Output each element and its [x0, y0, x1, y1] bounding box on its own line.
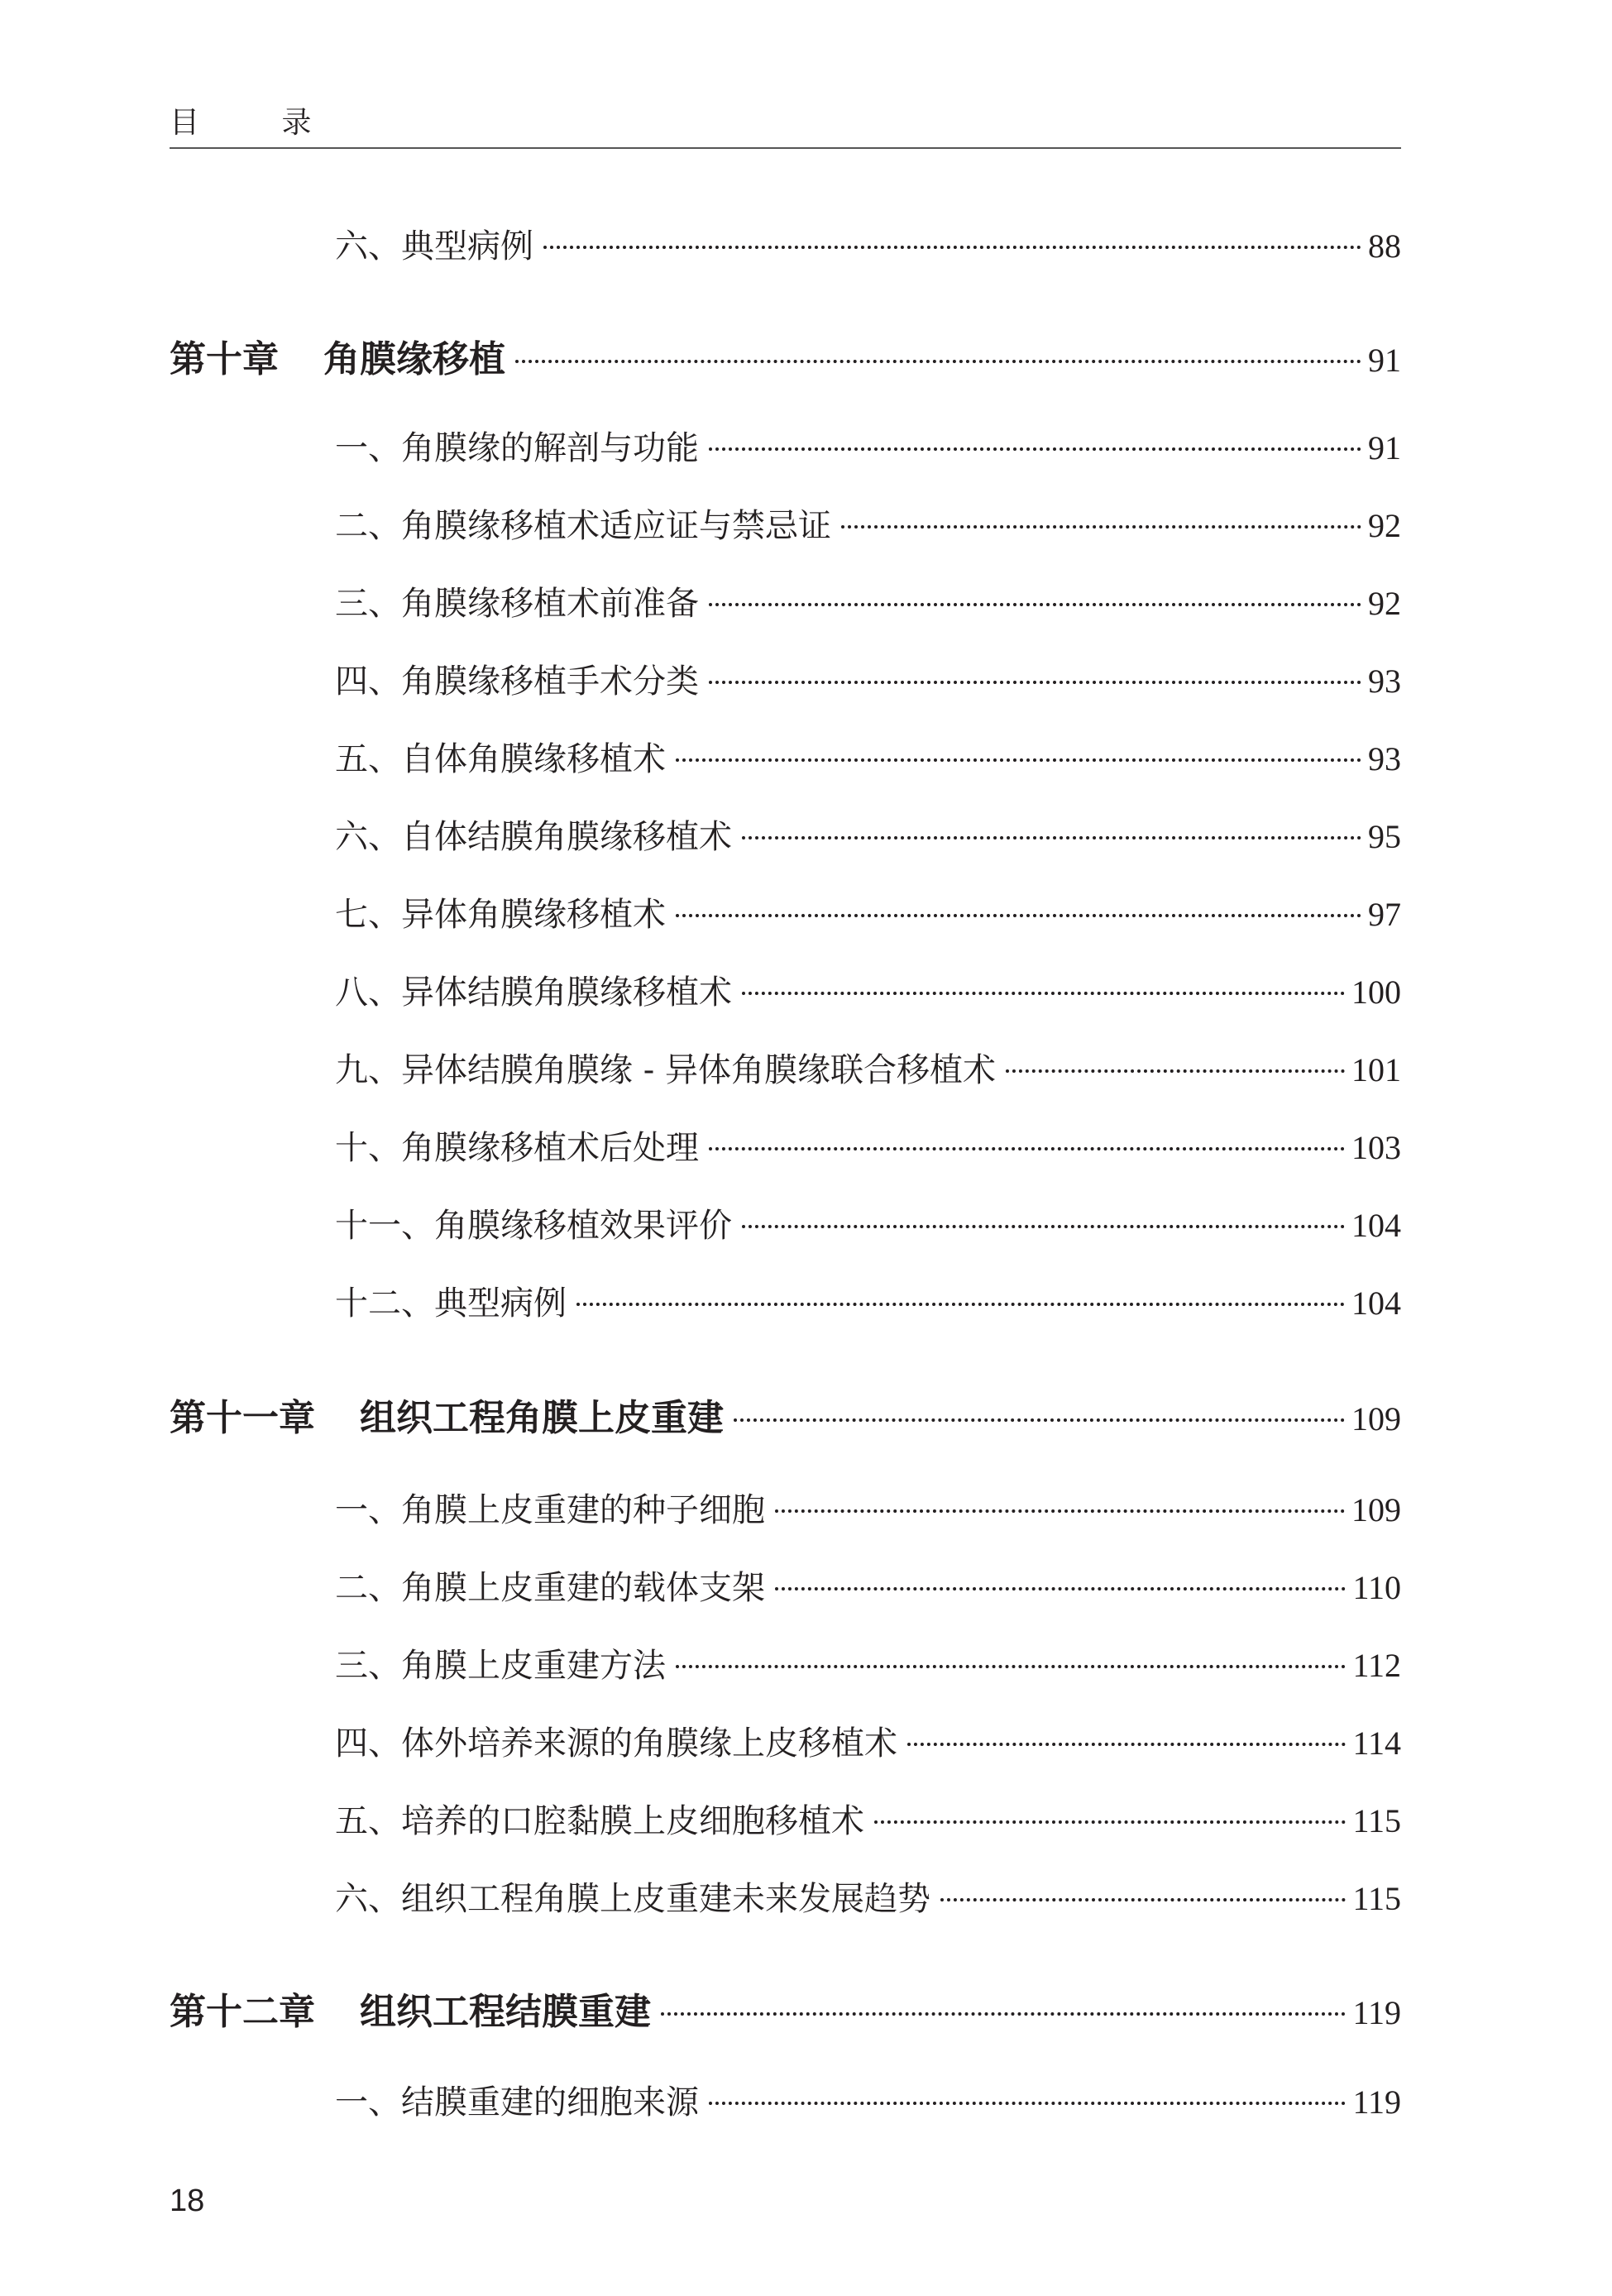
- chapter-number: 第十章: [170, 338, 279, 380]
- toc-entry: [335, 1562, 1401, 1609]
- toc-entry-page: 104: [1351, 1284, 1401, 1322]
- toc-entry-label: 七、异体角膜缘移植术: [335, 896, 666, 934]
- toc-entry-label: 十一、角膜缘移植效果评价: [335, 1207, 732, 1245]
- dot-leader: [709, 603, 1361, 606]
- toc-entry: [335, 577, 1401, 624]
- chapter-title: 组织工程角膜上皮重建: [360, 1397, 724, 1439]
- toc-entry-page: 115: [1352, 1802, 1401, 1839]
- toc-entry-label: 四、体外培养来源的角膜缘上皮移植术: [335, 1724, 897, 1763]
- toc-entry-page: 92: [1368, 585, 1401, 622]
- toc-entry: [335, 1795, 1401, 1842]
- toc-entry-label: 二、角膜上皮重建的载体支架: [335, 1569, 765, 1607]
- toc-entry-page: 97: [1368, 896, 1401, 933]
- running-head: 目 录: [170, 106, 348, 140]
- toc-entry-label: 九、异体结膜角膜缘 - 异体角膜缘联合移植术: [335, 1051, 996, 1089]
- chapter-number: 第十一章: [170, 1397, 315, 1439]
- toc-entry-label: 十二、典型病例: [335, 1284, 567, 1323]
- toc-chapter: [170, 329, 1401, 382]
- toc-entry-page: 103: [1351, 1129, 1401, 1166]
- toc-entry-page: 93: [1368, 740, 1401, 777]
- toc-chapter: [170, 1388, 1401, 1441]
- dot-leader: [709, 447, 1361, 451]
- toc-entry: [335, 220, 1401, 267]
- toc-entry-page: 109: [1351, 1491, 1401, 1528]
- toc-entry: [335, 733, 1401, 780]
- toc-entry-page: 93: [1368, 662, 1401, 700]
- toc-entry: [335, 1717, 1401, 1764]
- toc-entry-label: 五、自体角膜缘移植术: [335, 740, 666, 778]
- toc-entry-label: 三、角膜缘移植术前准备: [335, 585, 699, 623]
- page-number: 18: [170, 2184, 205, 2218]
- toc-entry-page: 110: [1352, 1569, 1401, 1606]
- chapter-title: 组织工程结膜重建: [360, 1991, 651, 2033]
- toc-entry-page: 119: [1352, 2083, 1401, 2121]
- dot-leader: [907, 1743, 1346, 1746]
- dot-leader: [775, 1509, 1345, 1513]
- dot-leader: [709, 1147, 1345, 1150]
- toc-entry-page: 109: [1351, 1400, 1401, 1437]
- toc-entry-label: 三、角膜上皮重建方法: [335, 1647, 666, 1685]
- toc-entry-page: 104: [1351, 1207, 1401, 1244]
- toc-entry: [335, 1044, 1401, 1091]
- chapter-number: 第十二章: [170, 1991, 315, 2033]
- toc-entry-page: 88: [1368, 227, 1401, 265]
- dot-leader: [775, 1587, 1346, 1590]
- toc-chapter: [170, 1982, 1401, 2035]
- dot-leader: [543, 246, 1361, 249]
- dot-leader: [676, 758, 1361, 762]
- dot-leader: [940, 1898, 1346, 1901]
- toc-entry: [335, 888, 1401, 935]
- toc-entry: [335, 1277, 1401, 1324]
- toc-entry-label: 四、角膜缘移植手术分类: [335, 662, 699, 701]
- toc-entry-label: 六、组织工程角膜上皮重建未来发展趋势: [335, 1880, 930, 1918]
- toc-entry-label: 一、结膜重建的细胞来源: [335, 2083, 699, 2121]
- toc-entry-page: 114: [1352, 1724, 1401, 1762]
- toc-entry-page: 91: [1368, 429, 1401, 466]
- dot-leader: [742, 836, 1361, 839]
- toc-entry: [335, 1122, 1401, 1169]
- toc-entry: [335, 1639, 1401, 1686]
- toc-entry-label: 二、角膜缘移植术适应证与禁忌证: [335, 507, 831, 545]
- dot-leader: [676, 914, 1361, 917]
- dot-leader: [515, 360, 1361, 363]
- dot-leader: [742, 1225, 1345, 1228]
- toc-entry: [335, 2076, 1401, 2123]
- toc-entry: [335, 966, 1401, 1013]
- toc-entry-page: 95: [1368, 818, 1401, 855]
- dot-leader: [1006, 1069, 1345, 1073]
- toc-entry: [335, 1873, 1401, 1920]
- dot-leader: [874, 1820, 1346, 1824]
- toc-entry-label: 六、自体结膜角膜缘移植术: [335, 818, 732, 856]
- toc-entry-label: 八、异体结膜角膜缘移植术: [335, 973, 732, 1012]
- toc-entry-page: 100: [1351, 973, 1401, 1011]
- toc-entry: [335, 500, 1401, 547]
- chapter-title: 角膜缘移植: [323, 338, 505, 380]
- toc-entry-page: 119: [1352, 1994, 1401, 2031]
- toc-entry-label: 六、典型病例: [335, 227, 533, 265]
- toc-entry-page: 92: [1368, 507, 1401, 544]
- toc-entry-page: 91: [1368, 342, 1401, 379]
- toc-entry-label: 一、角膜缘的解剖与功能: [335, 429, 699, 467]
- toc-entry: [335, 1484, 1401, 1531]
- toc-entry-page: 112: [1352, 1647, 1401, 1684]
- toc-entry-label: 一、角膜上皮重建的种子细胞: [335, 1491, 765, 1529]
- toc-entry: [335, 1199, 1401, 1246]
- dot-leader: [709, 2102, 1346, 2105]
- dot-leader: [709, 681, 1361, 684]
- dot-leader: [661, 2012, 1346, 2016]
- dot-leader: [742, 992, 1345, 995]
- dot-leader: [734, 1418, 1345, 1422]
- toc-entry: [335, 655, 1401, 702]
- toc-entry-page: 101: [1351, 1051, 1401, 1088]
- toc-entry: [335, 422, 1401, 469]
- dot-leader: [676, 1665, 1346, 1668]
- toc-entry-page: 115: [1352, 1880, 1401, 1917]
- toc-entry: [335, 811, 1401, 858]
- toc-entry-label: 十、角膜缘移植术后处理: [335, 1129, 699, 1167]
- dot-leader: [841, 525, 1361, 529]
- toc-entry-label: 五、培养的口腔黏膜上皮细胞移植术: [335, 1802, 864, 1840]
- dot-leader: [576, 1303, 1345, 1306]
